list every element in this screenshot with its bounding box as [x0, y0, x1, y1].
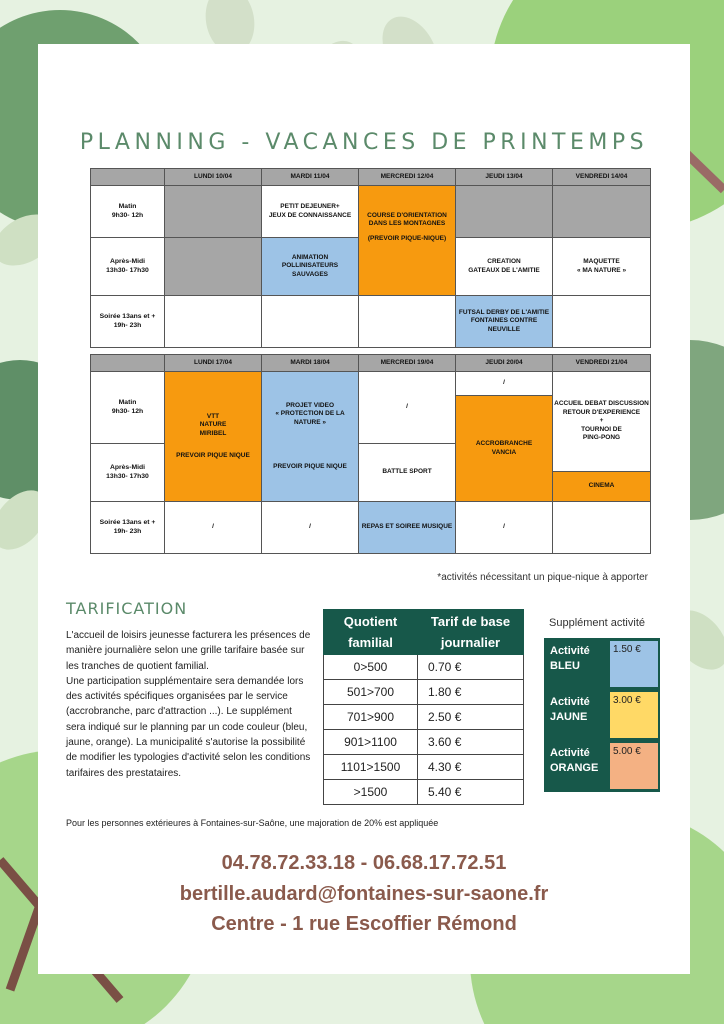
table-row [324, 780, 524, 805]
activity-cell: MAQUETTE « MA NATURE » [553, 238, 651, 296]
cell-empty [553, 296, 651, 348]
column-header: Tarif de base journalier [418, 610, 524, 655]
row-label-matin: Matin 9h30- 12h [91, 186, 165, 238]
activity-cell: / [456, 372, 553, 396]
day-header: LUNDI 10/04 [165, 169, 262, 186]
activity-cell: / [165, 502, 262, 554]
column-header: Quotient familial [324, 610, 418, 655]
supplement-value: 5.00 € [610, 743, 658, 789]
tarif-cell: 1.80 € [418, 680, 524, 705]
supplement-label: Activité BLEU [550, 645, 590, 672]
day-header: VENDREDI 21/04 [553, 355, 651, 372]
majoration-note: Pour les personnes extérieures à Fontaines-sur-Saône, une majoration de 20% est appliquée [66, 818, 439, 828]
row-label-soiree: Soirée 13ans et + 19h- 23h [91, 296, 165, 348]
table-row [324, 655, 524, 680]
activity-cell: / [262, 502, 359, 554]
activity-cell-blue: REPAS ET SOIREE MUSIQUE [359, 502, 456, 554]
table-row [324, 680, 524, 705]
supplement-table [544, 638, 660, 792]
day-header: MERCREDI 19/04 [359, 355, 456, 372]
day-header: MERCREDI 12/04 [359, 169, 456, 186]
activity-cell-blue: ANIMATION POLLINISATEURS SAUVAGES [262, 238, 359, 296]
activity-cell-orange: VTT NATURE MIRIBEL PREVOIR PIQUE NIQUE [165, 372, 262, 502]
cell-empty [456, 186, 553, 238]
supplement-row-jaune [544, 690, 660, 740]
page-title: PLANNING - VACANCES DE PRINTEMPS [79, 130, 649, 155]
planning-week2-table [90, 354, 651, 554]
supplement-title: Supplément activité [549, 617, 645, 629]
table-row [91, 296, 651, 348]
activity-cell-blue: FUTSAL DERBY DE L'AMITIE FONTAINES CONTRE NEUVILLE [456, 296, 553, 348]
quotient-table [323, 609, 524, 805]
activity-cell: / [456, 502, 553, 554]
contact-phone: 04.78.72.33.18 - 06.68.17.72.51 [221, 852, 507, 874]
tarif-cell: 3.60 € [418, 730, 524, 755]
cell-empty [165, 238, 262, 296]
day-header: JEUDI 20/04 [456, 355, 553, 372]
planning-week1-table [90, 168, 651, 348]
tarif-cell: 0.70 € [418, 655, 524, 680]
tarification-paragraph: Une participation supplémentaire sera demandée lors des activités spécifiques organisées par le service (accrobranche, parc d'attraction ...). Le supplément sera indiqué sur le planning par un code couleur (bleu, jaune, orange). La municipalité s'autorise la possibilité de modifier les typologies d'activité selon les conditions tarifaires des prestataires. [66, 675, 311, 779]
supplement-label: Activité ORANGE [550, 747, 599, 774]
row-label-matin: Matin 9h30- 12h [91, 372, 165, 444]
activity-cell: CREATION GATEAUX DE L'AMITIE [456, 238, 553, 296]
table-header-row [91, 169, 651, 186]
tarif-cell: 5.40 € [418, 780, 524, 805]
cell-empty [553, 186, 651, 238]
supplement-value: 1.50 € [610, 641, 658, 687]
tarif-cell: 2.50 € [418, 705, 524, 730]
row-label-apres-midi: Après-Midi 13h30- 17h30 [91, 444, 165, 502]
table-row [91, 502, 651, 554]
quotient-header-row [324, 610, 524, 655]
activity-cell-orange: CINEMA [553, 472, 651, 502]
activity-cell-blue: PROJET VIDEO « PROTECTION DE LA NATURE » PREVOIR PIQUE NIQUE [262, 372, 359, 502]
table-row [324, 755, 524, 780]
table-row [91, 372, 651, 396]
quotient-cell: 701>900 [324, 705, 418, 730]
row-label-soiree: Soirée 13ans et + 19h- 23h [91, 502, 165, 554]
quotient-cell: 0>500 [324, 655, 418, 680]
header-corner [91, 355, 165, 372]
day-header: JEUDI 13/04 [456, 169, 553, 186]
activity-cell: ACCUEIL DEBAT DISCUSSION RETOUR D'EXPERIENCE + TOURNOI DE PING-PONG [553, 372, 651, 472]
day-header: LUNDI 17/04 [165, 355, 262, 372]
supplement-row-bleu [544, 639, 660, 689]
activity-cell: PETIT DEJEUNER+ JEUX DE CONNAISSANCE [262, 186, 359, 238]
activity-cell-orange: ACCROBRANCHE VANCIA [456, 396, 553, 502]
activity-cell-orange: COURSE D'ORIENTATION DANS LES MONTAGNES (PREVOIR PIQUE-NIQUE) [359, 186, 456, 296]
table-row [324, 730, 524, 755]
activity-cell: / [359, 372, 456, 444]
tarification-text [66, 628, 312, 781]
contact-address: Centre - 1 rue Escoffier Rémond [211, 913, 517, 935]
cell-empty [553, 502, 651, 554]
cell-empty [165, 296, 262, 348]
quotient-cell: >1500 [324, 780, 418, 805]
supplement-row-orange [544, 741, 660, 791]
contact-email[interactable]: bertille.audard@fontaines-sur-saone.fr [179, 883, 549, 905]
tarification-paragraph: L'accueil de loisirs jeunesse facturera les présences de manière journalière selon une grille tarifaire basée sur les tranches de quotient familial. [66, 630, 311, 672]
row-label-apres-midi: Après-Midi 13h30- 17h30 [91, 238, 165, 296]
tarif-cell: 4.30 € [418, 755, 524, 780]
quotient-cell: 501>700 [324, 680, 418, 705]
activity-cell: BATTLE SPORT [359, 444, 456, 502]
day-header: MARDI 18/04 [262, 355, 359, 372]
cell-empty [262, 296, 359, 348]
table-row [91, 186, 651, 238]
cell-empty [359, 296, 456, 348]
quotient-cell: 901>1100 [324, 730, 418, 755]
day-header: VENDREDI 14/04 [553, 169, 651, 186]
day-header: MARDI 11/04 [262, 169, 359, 186]
table-header-row [91, 355, 651, 372]
table-row [324, 705, 524, 730]
quotient-cell: 1101>1500 [324, 755, 418, 780]
cell-empty [165, 186, 262, 238]
tarification-title: TARIFICATION [66, 599, 188, 618]
supplement-value: 3.00 € [610, 692, 658, 738]
supplement-label: Activité JAUNE [550, 696, 590, 723]
header-corner [91, 169, 165, 186]
picnic-note: *activités nécessitant un pique-nique à apporter [437, 572, 648, 583]
